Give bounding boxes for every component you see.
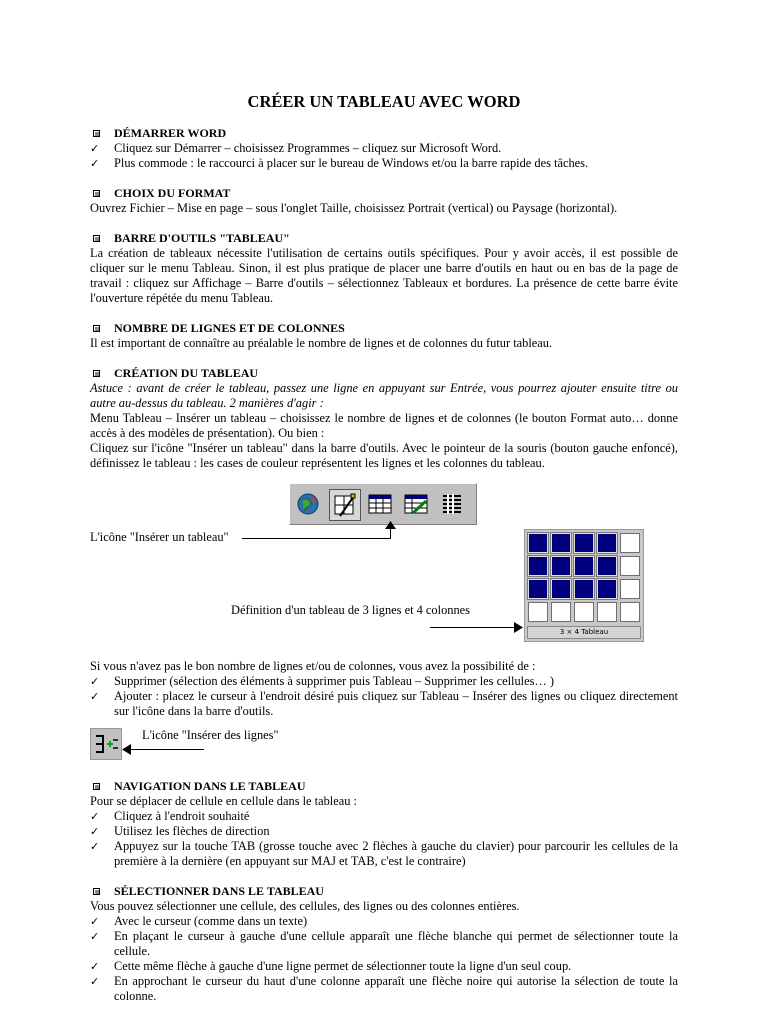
check-item: ✓ Avec le curseur (comme dans un texte) bbox=[90, 914, 308, 928]
grid-cell[interactable] bbox=[574, 556, 594, 576]
section-barre-outils bbox=[90, 231, 678, 306]
grid-cell[interactable] bbox=[551, 556, 571, 576]
section-heading: NOMBRE DE LIGNES ET DE COLONNES bbox=[90, 321, 678, 336]
section-heading: DÉMARRER WORD bbox=[90, 126, 678, 141]
insert-lines-figure bbox=[90, 725, 678, 767]
label-insert-lines: L'icône "Insérer des lignes" bbox=[142, 728, 279, 742]
grid-cell[interactable] bbox=[620, 533, 640, 553]
grid-cell[interactable] bbox=[574, 533, 594, 553]
grid-cell[interactable] bbox=[597, 533, 617, 553]
checkmark-icon: ✓ bbox=[90, 960, 100, 973]
grid-cell[interactable] bbox=[528, 579, 548, 599]
arrow-left-icon bbox=[122, 744, 131, 755]
text-lines-icon[interactable] bbox=[437, 489, 467, 519]
paragraph: Vous pouvez sélectionner une cellule, des cellules, des lignes ou des colonnes entières. bbox=[90, 899, 520, 913]
grid-cell[interactable] bbox=[528, 533, 548, 553]
paragraph: Il est important de connaître au préalable le nombre de lignes et de colonnes du futur tableau. bbox=[90, 336, 553, 350]
draw-table-icon[interactable] bbox=[329, 489, 361, 521]
check-item: ✓ Cliquez à l'endroit souhaité bbox=[90, 809, 250, 823]
check-item: ✓ Cliquez sur Démarrer – choisissez Programmes – cliquez sur Microsoft Word. bbox=[90, 141, 502, 155]
section-creation-tableau bbox=[90, 366, 678, 767]
table-grid-picker[interactable] bbox=[524, 529, 644, 642]
check-item: ✓ Plus commode : le raccourci à placer sur le bureau de Windows et/ou la barre rapide des tâches. bbox=[90, 156, 589, 170]
checkmark-icon: ✓ bbox=[90, 142, 100, 155]
checkmark-icon: ✓ bbox=[90, 930, 100, 943]
checkmark-icon: ✓ bbox=[90, 825, 100, 838]
paragraph: Pour se déplacer de cellule en cellule dans le tableau : bbox=[90, 794, 357, 808]
document-body bbox=[90, 126, 678, 1019]
section-nombre-lignes bbox=[90, 321, 678, 351]
checkmark-icon: ✓ bbox=[90, 810, 100, 823]
bullet-box-icon bbox=[93, 783, 100, 790]
paragraph: Si vous n'avez pas le bon nombre de lignes et/ou de colonnes, vous avez la possibilité de : bbox=[90, 659, 536, 673]
grid-cell[interactable] bbox=[551, 602, 571, 622]
grid-cell[interactable] bbox=[551, 533, 571, 553]
checkmark-icon: ✓ bbox=[90, 840, 100, 853]
section-heading: SÉLECTIONNER DANS LE TABLEAU bbox=[90, 884, 678, 899]
grid-cell[interactable] bbox=[528, 556, 548, 576]
check-item: ✓ Utilisez les flèches de direction bbox=[90, 824, 270, 838]
insert-lines-icon[interactable] bbox=[90, 728, 122, 760]
table-autoformat-icon[interactable] bbox=[401, 489, 431, 519]
check-item: ✓ Appuyez sur la touche TAB (grosse touche avec 2 flèches à gauche du clavier) pour parcourir les cellules de la première à la dernière (en appuyant sur MAJ et TAB, c'est le contraire) bbox=[90, 839, 678, 868]
bullet-box-icon bbox=[93, 325, 100, 332]
bullet-box-icon bbox=[93, 235, 100, 242]
paragraph: Ouvrez Fichier – Mise en page – sous l'onglet Taille, choisissez Portrait (vertical) ou Paysage (horizontal). bbox=[90, 201, 618, 215]
section-heading: BARRE D'OUTILS "TABLEAU" bbox=[90, 231, 678, 246]
grid-cell[interactable] bbox=[574, 602, 594, 622]
check-item: ✓ Supprimer (sélection des éléments à supprimer puis Tableau – Supprimer les cellules… ) bbox=[90, 674, 555, 688]
connector-line bbox=[430, 627, 518, 628]
paragraph: Cliquez sur l'icône "Insérer un tableau" dans la barre d'outils. Avec le pointeur de la souris (bouton gauche enfoncé), définissez le tableau : les cases de couleur représentent les lignes et les colonnes du tableau. bbox=[90, 441, 678, 470]
section-selectionner bbox=[90, 884, 678, 1004]
astuce-paragraph: Astuce : avant de créer le tableau, passez une ligne en appuyant sur Entrée, vous pourrez ajouter ensuite titre ou autre au-dessus du tableau. 2 manières d'agir : bbox=[90, 381, 678, 410]
bullet-box-icon bbox=[93, 130, 100, 137]
section-demarrer-word bbox=[90, 126, 678, 171]
section-navigation bbox=[90, 779, 678, 869]
grid-cell[interactable] bbox=[574, 579, 594, 599]
insert-table-icon[interactable] bbox=[365, 489, 395, 519]
grid-cell[interactable] bbox=[620, 556, 640, 576]
paragraph: Menu Tableau – Insérer un tableau – choisissez le nombre de lignes et de colonnes (le bouton Format auto… donne accès à des modèles de présentation). Ou bien : bbox=[90, 411, 678, 440]
bullet-box-icon bbox=[93, 190, 100, 197]
grid-cell[interactable] bbox=[528, 602, 548, 622]
check-item: ✓ Ajouter : placez le curseur à l'endroit désiré puis cliquez sur Tableau – Insérer des lignes ou cliquez directement sur l'icône dans la barre d'outils. bbox=[90, 689, 678, 718]
connector-line bbox=[242, 538, 391, 539]
bullet-box-icon bbox=[93, 888, 100, 895]
globe-icon[interactable] bbox=[293, 489, 323, 519]
check-item: ✓ En approchant le curseur du haut d'une colonne apparaît une flèche noire qui autorise la sélection de toute la colonne. bbox=[90, 974, 678, 1003]
bullet-box-icon bbox=[93, 370, 100, 377]
paragraph: La création de tableaux nécessite l'utilisation de certains outils spécifiques. Pour y avoir accès, il est possible de cliquer sur le menu Tableau. Sinon, il est plus pratique de placer une barre d'outils en haut ou en bas de la page de travail : cliquez sur Affichage – Barre d'outils – sélectionnez Tableaux et bordures. La présence de cette barre évite l'ouverture répétée du menu Tableau. bbox=[90, 246, 678, 305]
arrow-right-icon bbox=[514, 622, 523, 633]
label-definition: Définition d'un tableau de 3 lignes et 4 colonnes bbox=[231, 603, 470, 617]
page-title: CRÉER UN TABLEAU AVEC WORD bbox=[247, 92, 521, 111]
grid-cell[interactable] bbox=[597, 556, 617, 576]
section-heading: CHOIX DU FORMAT bbox=[90, 186, 678, 201]
arrow-up-icon bbox=[385, 521, 396, 529]
grid-cell[interactable] bbox=[597, 602, 617, 622]
grid-cell[interactable] bbox=[551, 579, 571, 599]
section-heading: NAVIGATION DANS LE TABLEAU bbox=[90, 779, 678, 794]
checkmark-icon: ✓ bbox=[90, 675, 100, 688]
grid-cell[interactable] bbox=[597, 579, 617, 599]
grid-cell[interactable] bbox=[620, 602, 640, 622]
connector-line bbox=[130, 749, 204, 750]
tables-toolbar bbox=[289, 483, 477, 525]
check-item: ✓ En plaçant le curseur à gauche d'une cellule apparaît une flèche blanche qui permet de sélectionner toute la cellule. bbox=[90, 929, 678, 958]
check-item: ✓ Cette même flèche à gauche d'une ligne permet de sélectionner toute la ligne d'un seul coup. bbox=[90, 959, 572, 973]
label-insert-table: L'icône "Insérer un tableau" bbox=[90, 530, 229, 544]
grid-caption: 3 × 4 Tableau bbox=[527, 626, 641, 639]
checkmark-icon: ✓ bbox=[90, 690, 100, 703]
grid-cell[interactable] bbox=[620, 579, 640, 599]
toolbar-figure bbox=[90, 471, 678, 659]
checkmark-icon: ✓ bbox=[90, 915, 100, 928]
section-heading: CRÉATION DU TABLEAU bbox=[90, 366, 678, 381]
checkmark-icon: ✓ bbox=[90, 157, 100, 170]
checkmark-icon: ✓ bbox=[90, 975, 100, 988]
section-choix-format bbox=[90, 186, 678, 216]
